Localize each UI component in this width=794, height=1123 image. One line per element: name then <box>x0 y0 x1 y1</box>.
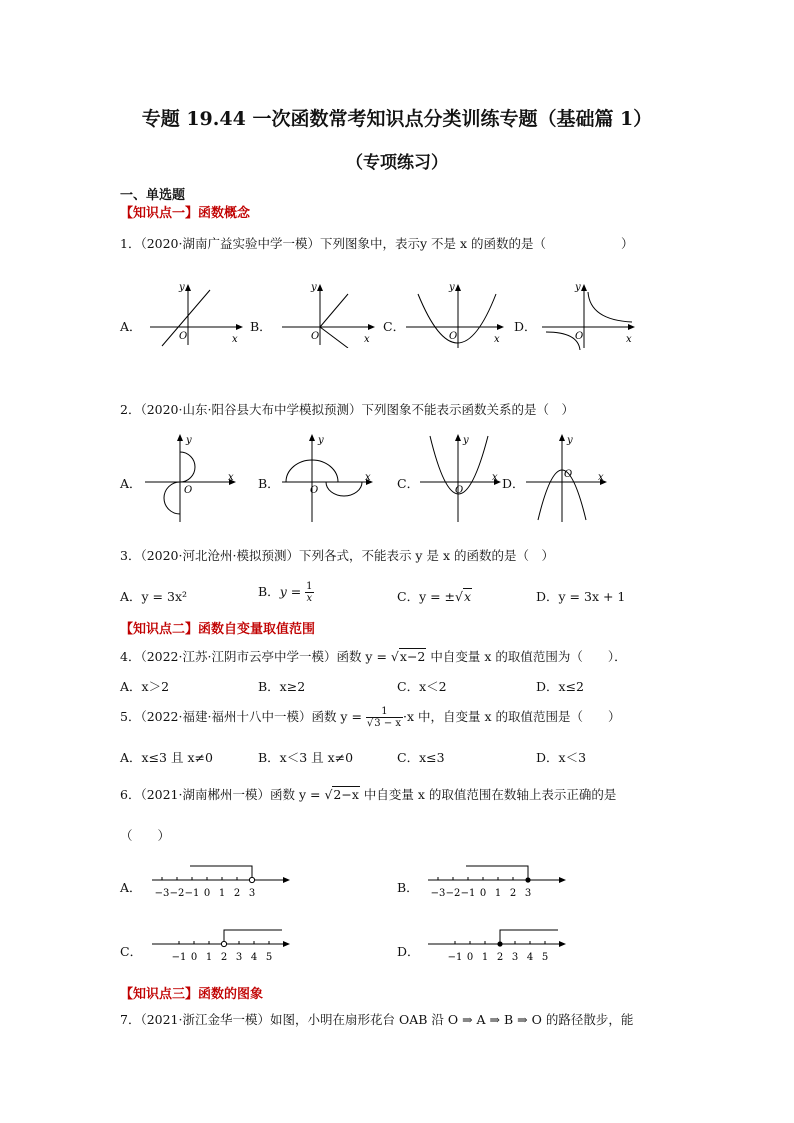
axis-y-label: y <box>463 435 469 446</box>
tick-label: −1 <box>184 888 200 899</box>
q6-numberline-b <box>426 858 571 900</box>
origin-label: O <box>310 485 319 496</box>
page-subtitle: （专项练习） <box>346 153 448 173</box>
knowledge-point-2: 【知识点二】函数自变量取值范围 <box>120 622 316 637</box>
q1-graph-c <box>404 280 509 352</box>
origin-label: O <box>455 485 464 496</box>
origin-label: O <box>184 485 193 496</box>
question-6-text: 6．（2021·湖南郴州一模）函数 y = √2−x 中自变量 x 的取值范围在数轴上表示正确的是 <box>120 787 617 802</box>
axis-x-label: x <box>232 334 238 345</box>
q3-option-b: B．y = $\frac{1}{x}$ <box>258 581 313 604</box>
tick-label: 3 <box>248 888 256 899</box>
knowledge-point-3: 【知识点三】函数的图象 <box>120 987 264 1002</box>
question-5-text: 5．（2022·福建·福州十八中一模）函数 y = $\frac{1}{√3 - x}$ ·x 中，自变量 x 的取值范围是（ ） <box>120 706 621 729</box>
tick-label: −3 <box>430 888 446 899</box>
tick-label: −2 <box>445 888 461 899</box>
axis-x-label: x <box>365 472 371 483</box>
tick-label: −3 <box>154 888 170 899</box>
q1-graph-a <box>148 280 248 348</box>
q2-option-c-label: C． <box>397 476 420 491</box>
tick-label: 0 <box>466 952 474 963</box>
tick-label: 4 <box>250 952 258 963</box>
q3-fraction: $\frac{1}{x}$ <box>306 581 313 604</box>
axis-y-label: y <box>567 435 573 446</box>
q1-option-c-label: C． <box>383 319 406 334</box>
tick-label: 1 <box>218 888 226 899</box>
axis-y-label: y <box>318 435 324 446</box>
origin-label: O <box>575 331 584 342</box>
tick-label: 4 <box>526 952 534 963</box>
axis-x-label: x <box>494 334 500 345</box>
page-title: 专题 19.44 一次函数常考知识点分类训练专题（基础篇 1） <box>141 108 653 130</box>
q1-option-a-label: A． <box>120 319 142 334</box>
q2-graph-b <box>280 430 380 525</box>
section-heading: 一、单选题 <box>120 188 186 203</box>
tick-label: 0 <box>203 888 211 899</box>
axis-y-label: y <box>311 282 317 293</box>
q2-option-a-label: A． <box>120 476 142 491</box>
q6-option-b-label: B． <box>397 880 419 895</box>
knowledge-point-1: 【知识点一】函数概念 <box>120 206 251 221</box>
q5-option-c: C．x≤3 <box>397 750 445 765</box>
q4-option-d: D．x≤2 <box>536 679 584 694</box>
q5-option-b: B．x＜3 且 x≠0 <box>258 750 354 765</box>
origin-label: O <box>179 331 188 342</box>
q2-option-b-label: B． <box>258 476 280 491</box>
q6-numberline-d <box>426 922 571 964</box>
q6-numberline-a <box>150 858 295 900</box>
q5-option-a: A．x≤3 且 x≠0 <box>120 750 213 765</box>
question-6-paren: （ ） <box>120 828 171 843</box>
origin-label: O <box>311 331 320 342</box>
axis-x-label: x <box>626 334 632 345</box>
axis-x-label: x <box>228 472 234 483</box>
tick-label: 3 <box>511 952 519 963</box>
axis-x-label: x <box>492 472 498 483</box>
tick-label: −2 <box>169 888 185 899</box>
tick-label: 3 <box>524 888 532 899</box>
tick-label: 2 <box>509 888 517 899</box>
tick-label: 5 <box>265 952 273 963</box>
q4-option-b: B．x≥2 <box>258 679 306 694</box>
q2-graph-d <box>524 430 614 525</box>
q3-option-c: C．y = ±√x <box>397 589 472 604</box>
tick-label: 1 <box>205 952 213 963</box>
q1-graph-d <box>540 280 640 352</box>
tick-label: 5 <box>541 952 549 963</box>
q1-option-b-label: B． <box>250 319 272 334</box>
q4-option-a: A．x＞2 <box>120 679 170 694</box>
tick-label: 1 <box>494 888 502 899</box>
tick-label: 0 <box>479 888 487 899</box>
axis-x-label: x <box>598 472 604 483</box>
q3-option-d: D．y = 3x + 1 <box>536 589 626 604</box>
q2-graph-a <box>143 430 243 525</box>
origin-label: O <box>449 331 458 342</box>
q4-option-c: C．x＜2 <box>397 679 447 694</box>
q1-graph-b <box>280 280 380 348</box>
question-2-text: 2．（2020·山东·阳谷县大布中学模拟预测）下列图象不能表示函数关系的是（ ） <box>120 402 574 417</box>
q6-numberline-c <box>150 922 295 964</box>
q5-option-d: D．x＜3 <box>536 750 587 765</box>
tick-label: −1 <box>460 888 476 899</box>
question-4-text: 4．（2022·江苏·江阴市云亭中学一模）函数 y = √x−2 中自变量 x 的取值范围为（ ）． <box>120 649 627 664</box>
q3-option-b-label: B． <box>258 584 280 599</box>
tick-label: 0 <box>190 952 198 963</box>
tick-label: 2 <box>220 952 228 963</box>
q5-fraction: $\frac{1}{√3 - x}$ <box>366 706 402 729</box>
q1-option-d-label: D． <box>514 319 537 334</box>
q6-option-c-label: C． <box>120 944 143 959</box>
question-7-text: 7．（2021·浙江金华一模）如图，小明在扇形花台 OAB 沿 O ⇒ A ⇒ B ⇒ O 的路径散步，能 <box>120 1012 634 1027</box>
q6-option-a-label: A． <box>120 880 142 895</box>
question-3-text: 3．（2020·河北沧州·模拟预测）下列各式，不能表示 y 是 x 的函数的是（ ） <box>120 548 554 563</box>
origin-label: O <box>564 469 573 480</box>
tick-label: −1 <box>447 952 463 963</box>
axis-y-label: y <box>179 282 185 293</box>
tick-label: 1 <box>481 952 489 963</box>
axis-y-label: y <box>186 435 192 446</box>
question-1-text: 1．（2020·湖南广益实验中学一模）下列图象中，表示y 不是 x 的函数的是（ ） <box>120 236 634 251</box>
axis-y-label: y <box>449 282 455 293</box>
axis-y-label: y <box>575 282 581 293</box>
tick-label: 2 <box>233 888 241 899</box>
tick-label: −1 <box>171 952 187 963</box>
q2-graph-c <box>418 430 508 525</box>
tick-label: 2 <box>496 952 504 963</box>
tick-label: 3 <box>235 952 243 963</box>
q2-option-d-label: D． <box>502 476 525 491</box>
axis-x-label: x <box>364 334 370 345</box>
q6-option-d-label: D． <box>397 944 420 959</box>
q3-option-a: A．y = 3x² <box>120 589 188 604</box>
